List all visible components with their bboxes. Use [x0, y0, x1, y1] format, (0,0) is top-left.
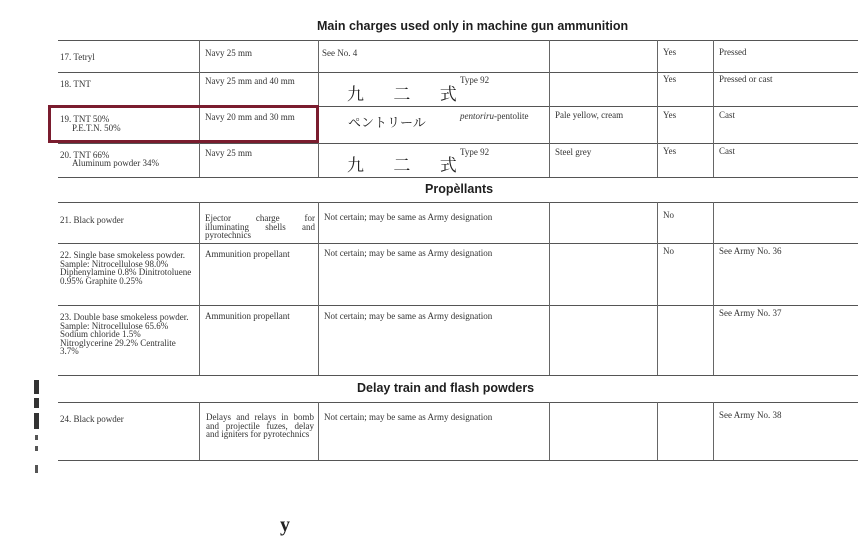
col-rule — [657, 40, 658, 177]
row-18-used: Yes — [663, 74, 677, 84]
row-18-romanized: Type 92 — [460, 75, 490, 85]
row-17-name: 17. Tetryl — [60, 52, 95, 62]
row-21-japanese: Not certain; may be same as Army designation — [324, 212, 493, 222]
col-rule — [713, 40, 714, 177]
table-rule — [58, 72, 858, 73]
section-title-delay: Delay train and flash powders — [357, 381, 535, 395]
table-rule — [58, 243, 858, 244]
row-19-romanized-italic: pentoriru — [460, 111, 495, 121]
row-22-used: No — [663, 246, 674, 256]
table-rule — [58, 402, 858, 403]
row-21-name: 21. Black powder — [60, 215, 124, 225]
row-20-color: Steel grey — [555, 147, 592, 157]
row-18-japanese: 九 二 式 — [347, 85, 469, 105]
row-23-japanese: Not certain; may be same as Army designation — [324, 311, 493, 321]
row-19-name: 19. TNT 50% — [60, 114, 110, 124]
row-18-name: 18. TNT — [60, 79, 91, 89]
col-rule — [713, 202, 714, 375]
section-title-main-charges: Main charges used only in machine gun ammunition — [317, 19, 629, 33]
row-20-form: Cast — [719, 146, 736, 156]
row-21-designation: Ejector charge for illuminating shells and pyrotechnics — [205, 213, 315, 240]
row-19-used: Yes — [663, 110, 677, 120]
col-rule — [549, 402, 550, 460]
row-19-form: Cast — [719, 110, 736, 120]
table-rule — [58, 202, 858, 203]
row-19-japanese: ペントリール — [348, 116, 426, 131]
row-19-romanized-text: -pentolite — [494, 111, 529, 121]
row-20-romanized: Type 92 — [460, 147, 490, 157]
table-rule — [58, 177, 858, 178]
table-rule — [58, 40, 858, 41]
row-24-designation: Delays and relays in bomb and projectile fuzes, delay and igniters for pyrotechnics — [206, 412, 314, 439]
row-19-romanized — [460, 112, 529, 121]
col-rule — [549, 40, 550, 177]
highlight-box — [48, 105, 319, 143]
col-rule — [657, 402, 658, 460]
row-19-name2: P.E.T.N. 50% — [72, 123, 121, 133]
row-24-japanese: Not certain; may be same as Army designation — [324, 412, 493, 422]
row-24-form: See Army No. 38 — [719, 410, 782, 420]
row-17-japanese: See No. 4 — [322, 48, 358, 58]
row-20-designation: Navy 25 mm — [205, 148, 252, 158]
footer-mark: y — [280, 514, 290, 536]
col-rule — [549, 202, 550, 375]
row-17-form: Pressed — [719, 47, 747, 57]
col-rule — [318, 202, 319, 375]
row-23-form: See Army No. 37 — [719, 308, 782, 318]
col-rule — [199, 402, 200, 460]
table-rule — [58, 143, 858, 144]
row-20-japanese: 九 二 式 — [347, 156, 469, 176]
row-18-designation: Navy 25 mm and 40 mm — [205, 76, 295, 86]
table-rule — [58, 460, 858, 461]
row-23-name: 23. Double base smokeless powder. Sample: Nitrocellulose 65.6% Sodium chloride 1.5% Nitroglycerine 29.2% Centralite 3.7% — [60, 312, 189, 356]
row-20-used: Yes — [663, 146, 677, 156]
row-17-used: Yes — [663, 47, 677, 57]
row-23-designation: Ammunition propellant — [205, 311, 290, 321]
section-title-propellants: Propèllants — [425, 182, 494, 196]
row-22-name: 22. Single base smokeless powder. Sample: Nitrocellulose 98.0% Diphenylamine 0.8% Dinitrotoluene 0.95% Graphite 0.25% — [60, 250, 192, 286]
row-22-japanese: Not certain; may be same as Army designation — [324, 248, 493, 258]
row-18-form: Pressed or cast — [719, 74, 773, 84]
row-24-name: 24. Black powder — [60, 414, 124, 424]
row-20-name2: Aluminum powder 34% — [72, 158, 159, 168]
row-19-designation: Navy 20 mm and 30 mm — [205, 112, 295, 122]
col-rule — [713, 402, 714, 460]
scan-margin-mark-icon — [30, 380, 42, 480]
row-20-name: 20. TNT 66% — [60, 150, 110, 160]
row-22-form: See Army No. 36 — [719, 246, 782, 256]
row-21-used: No — [663, 210, 674, 220]
col-rule — [657, 202, 658, 375]
row-17-designation: Navy 25 mm — [205, 48, 252, 58]
col-rule — [318, 402, 319, 460]
col-rule — [199, 202, 200, 375]
table-rule — [58, 305, 858, 306]
row-19-color: Pale yellow, cream — [555, 110, 624, 120]
table-rule — [58, 375, 858, 376]
row-22-designation: Ammunition propellant — [205, 249, 290, 259]
